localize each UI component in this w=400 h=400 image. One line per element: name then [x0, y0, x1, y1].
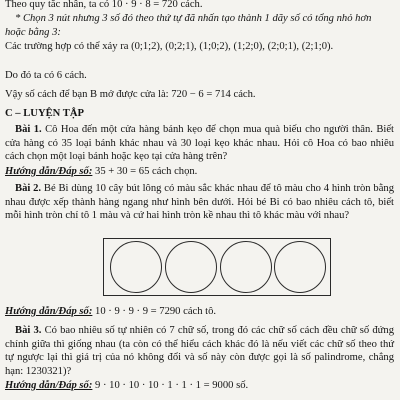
exercise-2-label: Bài 2.: [15, 183, 42, 194]
circle-2: [165, 241, 217, 293]
exercise-3: [5, 324, 394, 378]
section-title: C – LUYỆN TẬP: [5, 108, 84, 119]
cases-line: Các trường hợp có thể xảy ra (0;1;2), (0;2;1), (1;0;2), (1;2;0), (2;0;1), (2;1;0).: [5, 41, 334, 52]
door-ways-line: Vậy số cách để bạn B mở được cửa là: 720 − 6 = 714 cách.: [5, 89, 256, 100]
answer-label: Hướng dẫn/Đáp số:: [5, 306, 93, 317]
six-ways-line: Do đó ta có 6 cách.: [5, 70, 87, 81]
exercise-1-text: Cô Hoa đến một cửa hàng bánh kẹo để chọn mua quà biếu cho người thân. Biết cửa hàng có 35 loại bánh khác nhau và 30 loại kẹo khác nhau. Hỏi cô Hoa có bao nhiêu cách chọn một loại bánh hoặc kẹo tại cửa hàng trên?: [5, 124, 394, 163]
line-prefix: Theo quy tắc nhân, ta có: [5, 0, 110, 10]
answer-label: Hướng dẫn/Đáp số:: [5, 380, 93, 391]
answer-text: 10 · 9 · 9 · 9 = 7290 cách tô.: [95, 306, 217, 317]
exercise-1-answer: [5, 165, 197, 179]
exercise-1-label: Bài 1.: [15, 124, 42, 135]
circles-figure: [103, 238, 331, 296]
answer-text: 35 + 30 = 65 cách chọn.: [95, 166, 198, 177]
circle-1: [110, 241, 162, 293]
line-expression: 10 · 9 · 8 = 720: [111, 0, 178, 10]
multiplication-rule-line: [5, 0, 203, 12]
exercise-3-label: Bài 3.: [15, 325, 42, 336]
line-suffix: cách.: [180, 0, 203, 10]
exercise-2-answer: [5, 305, 216, 319]
exercise-3-answer: [5, 379, 248, 393]
exercise-3-text: Có bao nhiêu số tự nhiên có 7 chữ số, trong đó các chữ số cách đều chữ số đứng chính giữa thì giống nhau (ta còn có thể hiểu cách khác đó là nếu viết các chữ số theo thứ tự ngược lại thì giá trị của nó không đổi và số này còn được gọi là số palindrome, chẳng hạn: 1230321)?: [5, 325, 394, 377]
circle-4: [274, 241, 326, 293]
answer-label: Hướng dẫn/Đáp số:: [5, 166, 93, 177]
answer-text: 9 · 10 · 10 · 10 · 1 · 1 · 1 = 9000 số.: [95, 380, 249, 391]
exercise-1: [5, 123, 394, 164]
italic-note: * Chọn 3 nút nhưng 3 số đó theo thứ tự đã nhấn tạo thành 1 dãy số có tổng nhỏ hơn hoặc bằng 3:: [5, 13, 372, 38]
exercise-2-text: Bé Bi dùng 10 cây bút lông có màu sắc khác nhau để tô màu cho 4 hình tròn bằng nhau được xếp thành hàng ngang như hình bên dưới. Hỏi bé Bi có bao nhiêu cách tô, biết mỗi hình tròn chỉ tô 1 màu và cứ hai hình tròn kề nhau thì tô khác màu với nhau?: [5, 183, 394, 222]
exercise-2: [5, 182, 394, 223]
circle-3: [220, 241, 272, 293]
